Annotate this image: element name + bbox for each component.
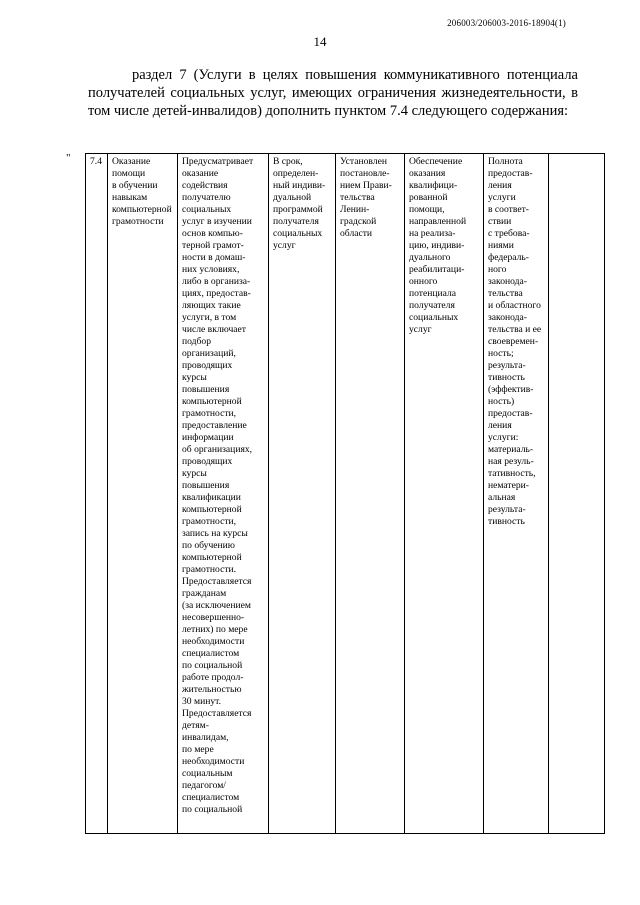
service-name: Оказание помощи в обучении навыкам компьютерной грамотности — [112, 156, 172, 227]
table-row — [86, 154, 605, 834]
service-conditions: Обеспечение оказания квалифици- рованной помощи, направленной на реализа- цию, индиви- дуального реабилитаци- онного потенциала получателя социальных услуг — [409, 156, 467, 335]
cell-description — [178, 154, 269, 834]
cell-empty — [549, 154, 605, 834]
service-indicators: Полнота предостав- ления услуги в соответ- ствии с требова- ниями федераль- ного законода- тельства и областного законода- тельства и ее своевремен- ность; результа- тивность (эффектив- ность) предостав- ления услуги: материаль- ная резуль- тативность, нематери- альная результа- тивность — [488, 156, 542, 527]
cell-number — [86, 154, 108, 834]
page-number: 14 — [313, 34, 327, 49]
document-id: 206003/206003-2016-18904(1) — [447, 18, 566, 28]
cell-conditions — [405, 154, 484, 834]
cell-term — [269, 154, 336, 834]
intro-paragraph — [88, 66, 578, 120]
service-term: В срок, определен- ный индиви- дуальной программой получателя социальных услуг — [273, 156, 326, 251]
services-table — [85, 153, 605, 834]
service-number: 7.4 — [90, 156, 102, 167]
opening-quote: " — [66, 152, 71, 164]
service-description: Предусматривает оказание содействия получателю социальных услуг в изучении основ компью- терной грамот- ности в домаш- них условиях, либо в организа- циях, предостав- ляющих такие услуги, в том числе включает подбор организаций, проводящих курсы повышения компьютерной грамотности, предоставление информации об организациях, проводящих курсы повышения квалификации компьютерной грамотности, запись на курсы по обучению компьютерной грамотности. Предоставляется гражданам (за исключением несовершенно- летних) по мере необходимости специалистом по социальной работе продол- жительностью 30 минут. Предоставляется детям- инвалидам, по мере необходимости социальным педагогом/ специалистом по социальной — [182, 156, 254, 815]
service-tariff: Установлен постановле- нием Прави- тельства Ленин- градской области — [340, 156, 392, 239]
cell-tariff — [336, 154, 405, 834]
cell-service-name — [108, 154, 178, 834]
cell-indicators — [484, 154, 549, 834]
intro-text: раздел 7 (Услуги в целях повышения коммуникативного потенциала получателей социальных услуг, имеющих ограничения жизнедеятельности, в том числе детей-инвалидов) дополнить пунктом 7.4 следующего содержания: — [88, 67, 578, 119]
